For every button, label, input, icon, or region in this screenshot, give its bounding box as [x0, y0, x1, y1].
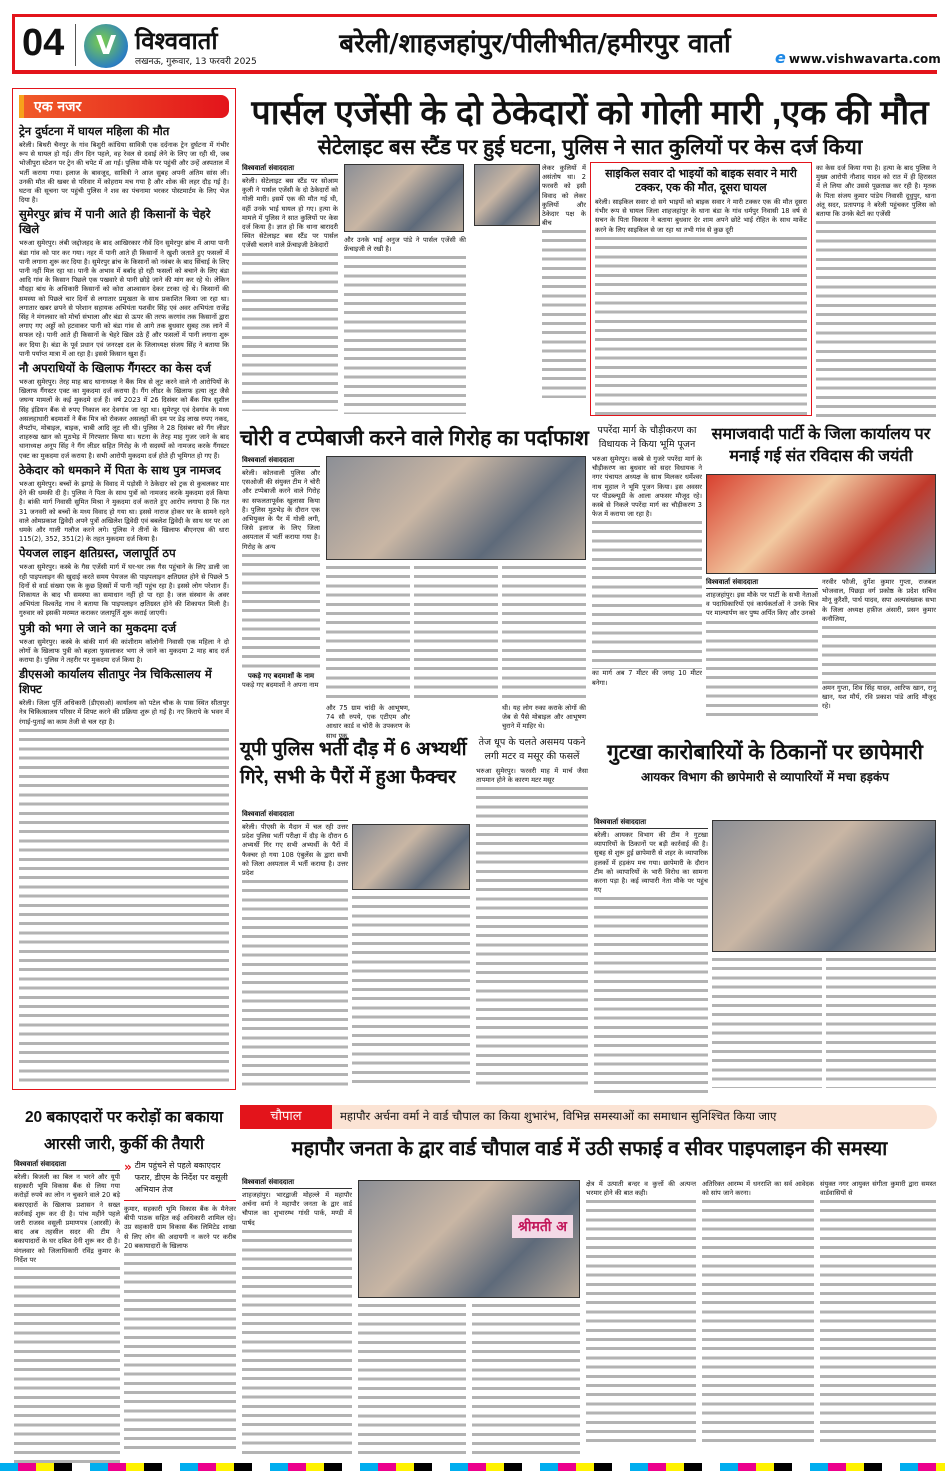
- gang-body: बरेली। कोतवाली पुलिस और एसओजी की संयुक्त टीम ने चोरी और टप्पेबाजी करने वाले गिरोह का सफलतापूर्वक खुलासा किया है। पुलिस मुठभेड़ के दौरान एक अभियुक्त के पैर में गोली लगी, जिसे इलाज के लिए जिला अस्पताल में भर्ती कराया गया है। गिरोह के अन्य: [242, 469, 320, 551]
- brief-headline: नौ अपराधियों के खिलाफ गैंगस्टर का केस दर्ज: [19, 361, 211, 376]
- ek-nazar-column: [12, 88, 236, 1090]
- arrested-gang-photo: [326, 456, 586, 560]
- sp-body-3: अमन गुप्ता, शिव सिंह यादव, आरिफ खान, रानू खान, यश मौर्य, रवि प्रकाश पांडे आदि मौजूद रहे।: [822, 684, 936, 711]
- byline: विश्ववार्ता संवाददाता: [242, 1178, 352, 1189]
- brief-story: [19, 359, 229, 461]
- body-text-continued: [124, 1251, 236, 1451]
- injured-candidates-photo: [352, 824, 470, 890]
- brief-story: [19, 544, 229, 618]
- pull-quote: टीम पहुंचने से पहले बकाएदार फरार, डीएम के निर्देश पर वसूली अभियान तेज: [134, 1161, 228, 1194]
- lead-body: बरेली। सेटेलाइट बस स्टैंड पर सोआम कुली ने पार्सल एजेंसी के दो ठेकेदारों को गोली मारी। इसमें एक की मौत गई थी, वहीं उनके भाई घायल हो गए। हत्या के मामले में पुलिस ने सात कुलियों पर केस दर्ज किया है। ज्ञात हो कि थाना बारादरी स्थित सेटेलाइट बस स्टैंड पर पार्सल एजेंसी चलाने वाले फ्रेंचाइजी ठेकेदारों: [242, 177, 338, 250]
- side-story-headline: साइकिल सवार दो भाइयों को बाइक सवार ने मारी टक्कर, एक की मौत, दूसरा घायल: [605, 168, 797, 194]
- chaupal-headline: महापौर जनता के द्वार वार्ड चौपाल वार्ड में उठी सफाई व सीवर पाइपलाइन की समस्या: [291, 1138, 888, 1160]
- body-text-continued: [820, 1198, 936, 1448]
- brief-body: बरेली। जिला पूर्ति अधिकारी (डीएसओ) कार्यालय को पटेल चौक के पास स्थित सीतापुर नेत्र चिकित्सालय परिसर में शिफ्ट करने की प्रक्रिया शुरू हो गई है। नए किराये के भवन में रंगाई-पुताई का काम तेजी से चल रहा है।: [19, 699, 229, 726]
- road-body: भरुआ सुमेरपुर। कस्बे से गुजरे पपरेंदा मार्ग के चौड़ीकरण का बुधवार को सदर विधायक ने नगर पंचायत अध्यक्ष के साथ मिलकर धर्मेश्वर नाथ मुहाल ने भूमि पूजन किया। इस अवसर पर पीडब्ल्यूडी के आला अफसर मौजूद रहे। कस्बे से निकले पपरेंदा मार्ग का चौड़ीकरण 3 फेज में कराया जा रहा है।: [592, 455, 702, 519]
- raid-photo: [712, 820, 936, 952]
- police-headline: यूपी पुलिस भर्ती दौड़ में 6 अभ्यर्थी गिरे, सभी के पैरों में हुआ फैक्चर: [240, 739, 467, 788]
- chaupal-body-2: क्षेत्र में उत्पाती बन्दर व कुत्तों की अत्यन्त भरमार होने की बात कही।: [586, 1180, 696, 1198]
- sp-body-2: नरवीर फौजी, दुर्गेश कुमार गुप्ता, राजबल भोजवाल, पिछड़ा वर्ग प्रकोष्ठ के प्रदेश सचिव मोनू कुरैशी, पार्थ यादव, सपा अल्पसंख्यक सभा के जिला अध्यक्ष हफ़ीज अंसारी, प्रसन कुमार कनौजिया,: [822, 578, 936, 623]
- chaupal-body-3: अतिरिक्त आरम्भ में धनराशि का सर्व आवेदक को सांप जाने करना।: [702, 1180, 814, 1198]
- body-text-continued: [816, 219, 936, 419]
- chaupal-strapline: महापौर अर्चना वर्मा ने वार्ड चौपाल का किया शुभारंभ, विभिन्न समस्याओं का समाधान सुनिश्चित किया जाए: [340, 1109, 777, 1123]
- crop-headline: तेज धूप के चलते असमय पकने लगी मटर व मसूर की फसलें: [478, 737, 586, 762]
- lead-subheadline: सेटेलाइट बस स्टैंड पर हुई घटना, पुलिस ने सात कुलियों पर केस दर्ज किया: [317, 136, 863, 159]
- byline: विश्ववार्ता संवाददाता: [594, 818, 708, 829]
- side-story-body: बरेली। साइकिल सवार दो सगे भाइयों को बाइक सवार ने मारी टक्कर एक की मौत दूसरा गंभीर रूप से घायल जिला शाहजहांपुर के थाना बंडा के गांव धर्मपुर निवासी 18 वर्ष से सचन के पिता विकास ने बताया बुधवार देर शाम अपने छोटे भाई रोहित के साथ मार्केट करने के लिए साइकिल से जा रहा था तभी गांव से कुछ दूरी: [595, 198, 807, 234]
- body-text-continued: [594, 895, 708, 1095]
- gang-headline: चोरी व टप्पेबाजी करने वाले गिरोह का पर्दाफाश: [240, 427, 589, 450]
- body-text-continued: [352, 894, 470, 1088]
- body-text-continued: [358, 1302, 466, 1460]
- body-text-continued: [542, 228, 586, 398]
- website-link[interactable]: [775, 48, 941, 67]
- arrears-body-2: कुमार, सहकारी भूमि विकास बैंक के मैनेजर बीपी पाठक सहित कई अधिकारी शामिल रहे। उप्र सहकारी ग्राम विकास बैंक लिमिटेड शाखा से लिए लोन की अदायगी न करने पर करीब 20 बकायादारों के खिलाफ: [124, 1205, 236, 1250]
- byline: विश्ववार्ता संवाददाता: [242, 456, 320, 467]
- side-story-box: [590, 162, 812, 416]
- brief-story: [19, 665, 229, 727]
- brief-story: [19, 619, 229, 666]
- gang-body-2: पकड़े गए बदमाशों ने अपना नाम: [242, 680, 319, 689]
- newspaper-logo: V: [84, 24, 128, 68]
- brief-body: भरुआ सुमेरपुर। लंबी जद्दोजहद के बाद आखिरकार नौवें दिन सुमेरपुर ब्रांच में आया पानी बंडा गांव को पार कर गया। नहर में पानी आते ही किसानों ने खुशी जताते हुए फसलों में पानी लगाना शुरू कर दिया है। सुमेरपुर ब्रांच के किसानों को नवंबर के बाद सिंचाई के लिए पानी नहीं मिल रहा था। पानी के अभाव में बर्बाद हो रही फसलों को बचाने के लिए बंडा आदि गांव के किसान पिछले एक पखवारे से पानी छोड़े जाने की मांग कर रहे थे। लेकिन मौदहा बांध के अधिकारी किसानों को कोरा आश्वासन देकर टरका रहे थे। किसानों की समस्या को पिछले चार दिनों से लगातार प्रमुखता के साथ प्रकाशित किया जा रहा था। लगातार खबर छपने से परेशान सहायक अभियंता यशवीर सिंह एवं अवर अभियंता राजेंद्र सिंह ने मंगलवार को मोर्चा संभाला और बंडा से ऊपर की तरफ करगांव तक किसानों द्वारा लगाए गए अड्डों को हटवाकर पानी को बंडा गांव से आगे तक बुधवार सुबह तक लाने में सफल रहे। पानी आते ही किसानों के चेहरे खिल उठे हैं और फसलों में पानी लगाना शुरू कर दिया है। बंडा के पूर्व प्रधान एवं जनरक्षा दल के जिलाध्यक्ष संजय सिंह ने बताया कि पानी पर्याप्त मात्रा में आ रहा है। इससे किसान खुश हैं।: [19, 239, 229, 358]
- body-text-continued: [826, 956, 936, 1088]
- brief-headline: डीएसओ कार्यालय सीतापुर नेत्र चिकित्सालय में शिफ्ट: [19, 667, 212, 697]
- road-body-2: का मार्ग अब 7 मीटर की जगह 10 मीटर बनेगा।: [592, 669, 702, 687]
- ravidas-jayanti-photo: [706, 474, 936, 574]
- page-number: 04: [22, 22, 65, 64]
- gang-body-3: और 75 ग्राम चांदी के आभूषण, 74 सौ रुपये, एक एटीएम और आधार कार्ड व चोरी के उपकरण के साथ एक: [326, 704, 410, 740]
- gutkha-headline: गुटखा कारोबारियों के ठिकानों पर छापेमारी: [607, 741, 923, 764]
- body-text-continued: [476, 785, 588, 1085]
- body-text-continued: [242, 552, 320, 672]
- lead-body-col3: लेकर कुलियों में असंतोष था। 2 फरवरी को इसी विवाद को लेकर कुलियों और ठेकेदार पक्ष के बीच: [542, 164, 586, 228]
- body-text-continued: [344, 254, 466, 414]
- byline: विश्ववार्ता संवाददाता: [14, 1160, 120, 1171]
- chaupal-strap: [240, 1105, 937, 1129]
- body-text-continued: [242, 1228, 352, 1458]
- brief-headline: ट्रेन दुर्घटना में घायल महिला की मौत: [19, 124, 170, 138]
- body-text-continued: [14, 1265, 120, 1465]
- brief-body: भरुआ सुमेरपुर। बच्चों के झगड़े के विवाद में पड़ोसी ने ठेकेदार को ट्रक से कुचलकर मार देने की धमकी दी है। पुलिस ने पिता के साथ पुत्रों को नामजद करके मुकदमा दर्ज किया है। बांकी मार्ग निवासी सुमित मिश्रा ने मुकदमा दर्ज कराते हुए आरोप लगाया है कि गत 31 जनवरी को बच्चों के मध्य विवाद हो गया था। इससे नाराज होकर घर के सामने रहने वाले ओमप्रकाश द्विवेदी अपने पुत्रों अखिलेश द्विवेदी एवं बबलेश द्विवेदी के साथ घर पर आ धमके और गाली गलौज करने लगे। पुलिस ने तीनों के खिलाफ बीएनएस की धारा 115(2), 352, 351(2) के तहत मुकदमा दर्ज किया है।: [19, 479, 229, 544]
- gang-body-4: थी। यह लोग रुका कराके लोगों की जेब से पैसे मोबाइल और आभूषण चुराने में माहिर थे।: [502, 704, 586, 731]
- brief-story: [19, 461, 229, 544]
- body-text-continued: [595, 235, 807, 415]
- brief-story: [19, 205, 229, 359]
- browser-icon: e: [775, 48, 786, 67]
- brief-story: [19, 122, 229, 205]
- body-text-continued: [472, 1302, 580, 1460]
- dateline: लखनऊ, गुरूवार, 13 फरवरी 2025: [135, 57, 257, 67]
- chaupal-tag: चौपाल: [240, 1105, 332, 1129]
- newspaper-name: विश्ववार्ता: [135, 27, 218, 55]
- road-headline: पपरेंदा मार्ग के चौड़ीकरण का विधायक ने किया भूमि पूजन: [597, 425, 697, 450]
- gutkha-subheadline: आयकर विभाग की छापेमारी से व्यापारियों में मचा हड़कंप: [640, 770, 889, 784]
- byline: विश्ववार्ता संवाददाता: [242, 164, 338, 175]
- brief-headline: ठेकेदार को धमकाने में पिता के साथ पुत्र नामजद: [19, 462, 221, 477]
- body-text-continued: [712, 956, 822, 1088]
- gutkha-body: बरेली। आयकर विभाग की टीम ने गुटखा व्यापारियों के ठिकानों पर बड़ी कार्रवाई की है। सुबह से शुरू हुई छापेमारी से शहर के व्यापारिक हलकों में हड़कंप मच गया। छापेमारी के दौरान टीम को व्यापारियों के भारी विरोध का सामना करना पड़ा है। कई व्यापारी नेता मौके पर पहुंच गए: [594, 831, 708, 895]
- quote-chevron-icon: »: [124, 1160, 132, 1174]
- lead-body-col2: और उनके भाई अनुज पांडे ने पार्सल एजेंसी की फ्रेंचाइजी ले रखी है।: [344, 236, 466, 254]
- brief-body: भरुआ सुमेरपुर। कस्बे के गैस एजेंसी मार्ग में घर-घर तक गैस पहुंचाने के लिए डाली जा रही पाइपलाइन की खुदाई करते समय पेयजल की पाइपलाइन क्षतिग्रस्त होने से पिछले 5 दिनों से वार्ड संख्या एक के कुछ हिस्सों में पानी नहीं पहुंच रहा है। इससे लोग परेशान हैं। शिकायत के बाद भी समस्या का समाधान नहीं हो पा रहा है। जल संस्थान के अवर अभियंता विश्वतेंद्र नाथ ने बताया कि पाइपलाइन क्षतिग्रस्त होने की शिकायत मिली है। गुरुवार को इसकी मरम्मत कराकर जलापूर्ति शुरू कराई जाएगी।: [19, 563, 229, 618]
- lead-headline: पार्सल एजेंसी के दो ठेकेदारों को गोली मारी ,एक की मौत: [251, 94, 929, 132]
- sp-headline: समाजवादी पार्टी के जिला कार्यालय पर मनाई गई संत रविदास की जयंती: [711, 426, 931, 465]
- body-text-continued: [19, 727, 229, 1083]
- brief-headline: पेयजल लाइन क्षतिग्रस्त, जलापूर्ति ठप: [19, 546, 176, 561]
- body-text-continued: [242, 251, 338, 411]
- body-text-continued: [502, 564, 586, 704]
- body-text-continued: [822, 624, 936, 684]
- website-url: www.vishwavarta.com: [788, 52, 941, 66]
- gang-subhead: पकड़े गए बदमाशों के नाम: [247, 671, 315, 680]
- byline: विश्ववार्ता संवाददाता: [706, 578, 818, 589]
- edition-title: बरेली/शाहजहांपुर/पीलीभीत/हमीरपुर वार्ता: [339, 29, 731, 59]
- injured-man-photo: [344, 164, 464, 232]
- mayor-chaupal-photo: [358, 1180, 580, 1298]
- brief-headline: पुत्री को भगा ले जाने का मुकदमा दर्ज: [19, 620, 177, 635]
- body-text-continued: [706, 619, 818, 719]
- body-text-continued: [414, 564, 498, 704]
- chaupal-body-4: संयुक्त नगर आयुक्त संगीता कुमारी द्वारा समस्त वार्डवासियों से: [820, 1180, 936, 1198]
- photo-banner-text: श्रीमती अ: [512, 1215, 573, 1238]
- brief-body: भरुआ सुमेरपुर। कस्बे के बांकी मार्ग की कांशीराम कॉलोनी निवासी एक महिला ने दो लोगों के खिलाफ पुत्री को बहला फुसलाकर भगा ले जाने का मुकदमा 2 माह बाद दर्ज कराया है। पुलिस ने तहरीर पर मुकदमा दर्ज किया है।: [19, 637, 229, 664]
- body-text-continued: [592, 519, 702, 669]
- brief-body: भरुआ सुमेरपुर। तेरह माह बाद थानाध्यक्ष ने बैंक मित्र से लूट करने वाले नौ आरोपियों के खिलाफ गैंगस्टर एक्ट का मुकदमा दर्ज कराया है। गैंग लीडर के खिलाफ हत्या लूट जैसे जघन्य मामलों के कई मुकदमे दर्ज हैं। वर्ष 2023 में 26 दिसंबर को बैंक मित्र सुशील सिंह इंडियन बैंक से रुपए निकाल कर देवगांव जा रहा था। सुमेरपुर एवं देवगांव के मध्य असलहाधारी बदमाशों ने बैंक मित्र को रोककर असलहों की दम पर डेढ़ लाख रुपए नकद, लैपटॉप, मोबाइल, बाइक, चाबी आदि लूट ली थी। पुलिस ने 28 दिसंबर को गैंग लीडर शाहरुख खान को मुठभेड़ में गिरफ्तार किया था। घटना के तेरह माह गुजर जाने के बाद थानाध्यक्ष अनूप सिंह ने गैंग लीडर सहित गिरोह के नौ सदस्यों को नामजद करके गैंगस्टर एक्ट का मुकदमा दर्ज कराया है। सभी आरोपी मुकदमा दर्ज होते ही भूमिगत हो गए हैं।: [19, 378, 229, 460]
- divider: [75, 24, 76, 66]
- section-label: एक नजर: [19, 95, 229, 118]
- brief-body: बरेली। बिथरी चैनपुर के गांव बिशुरी कांधिया सावित्री एक दर्दनाक ट्रेन दुर्घटना में गंभीर रूप से घायल हो गई। तीन दिन पहले, वह रेवल से दवाई लेने के लिए जा रही थी, जब भोजीपुरा स्टेशन पर ट्रेन की चपेट में आ गई। पुलिस मौके पर पहुंची और उन्हें अस्पताल में भर्ती कराया गया। इलाज के बावजूद, सावित्री ने आज सुबह अपनी अंतिम सांस ली। उनकी मौत की खबर से परिवार में कोहराम मच गया है और शोक की लहर दौड़ गई है। घटना की सूचना पर पहुंची पुलिस ने शव का पंचनामा भरकर पोस्टमार्टम के लिए भेज दिया है।: [19, 141, 229, 205]
- lead-body-col4: का केस दर्ज किया गया है। हत्या के बाद पुलिस ने मुख्य आरोपी नौशाद यादव को रात में ही हिरासत में ले लिया और उससे पूछताछ कर रही है। मृतक के पिता संजय कुमार पांडेय निवासी दूधुपुर, थाना अंतू सदर, प्रतापगढ़ ने बरेली पहुंचकर पुलिस को बताया कि उनके बेटों का एजेंसी: [816, 164, 936, 219]
- body-text-continued: [586, 1198, 696, 1448]
- byline: विश्ववार्ता संवाददाता: [242, 810, 348, 821]
- body-text-continued: [242, 878, 348, 1088]
- arrears-body: बरेली। बिजली का बिल न भरने और यूपी सहकारी भूमि विकास बैंक से लिया गया करोड़ों रुपये का लोन न चुकाने वाले 20 बड़े बकाएदारों के खिलाफ प्रशासन ने सख्त कार्रवाई शुरू कर दी है। पांच महीने पहले जारी राजस्व वसूली प्रमाणपत्र (आरसी) के बाद अब तहसील सदर की टीम ने बकायादारों के घर दबिश देनी शुरू कर दी है। मंगलवार को जिलाधिकारी रविंद्र कुमार के निर्देश पर: [14, 1173, 120, 1264]
- color-registration-bar: [0, 1463, 945, 1471]
- body-text-continued: [326, 564, 410, 704]
- victim-photo: [474, 164, 540, 226]
- chaupal-body: शाहजहांपुर। भारद्वाजी मोहल्ले में महापौर अर्चना वर्मा ने महापौर जनता के द्वार वार्ड चौपाल का शुभारम्भ गांधी पार्क, मण्डी में पार्षद: [242, 1191, 352, 1227]
- arrears-headline: 20 बकाएदारों पर करोड़ों का बकाया आरसी जारी, कुर्की की तैयारी: [24, 1109, 224, 1153]
- body-text-continued: [702, 1198, 814, 1448]
- brief-headline: सुमेरपुर ब्रांच में पानी आते ही किसानों के चेहरे खिले: [19, 207, 211, 237]
- crop-body: भरुआ सुमेरपुर। फरवरी माह में मार्च जैसा तापमान होने के कारण मटर मसूर: [476, 767, 588, 785]
- sp-body: शाहजहांपुर। इस मौके पर पार्टी के सभी नेताओं व पदाधिकारियों एवं कार्यकर्ताओं ने उनके चित्र पर माल्यार्पण कर पुष्प अर्पित किए और उनको: [706, 591, 818, 618]
- police-body: बरेली। पीएसी के मैदान में चल रही उत्तर प्रदेश पुलिस भर्ती परीक्षा में दौड़ के दौरान 6 अभ्यर्थी गिर गए सभी अभ्यर्थी के पैरों में फैक्चर हो गया 108 एंबुलेंस के द्वारा सभी को जिला अस्पताल में भर्ती कराया है। उत्तर प्रदेश: [242, 823, 348, 878]
